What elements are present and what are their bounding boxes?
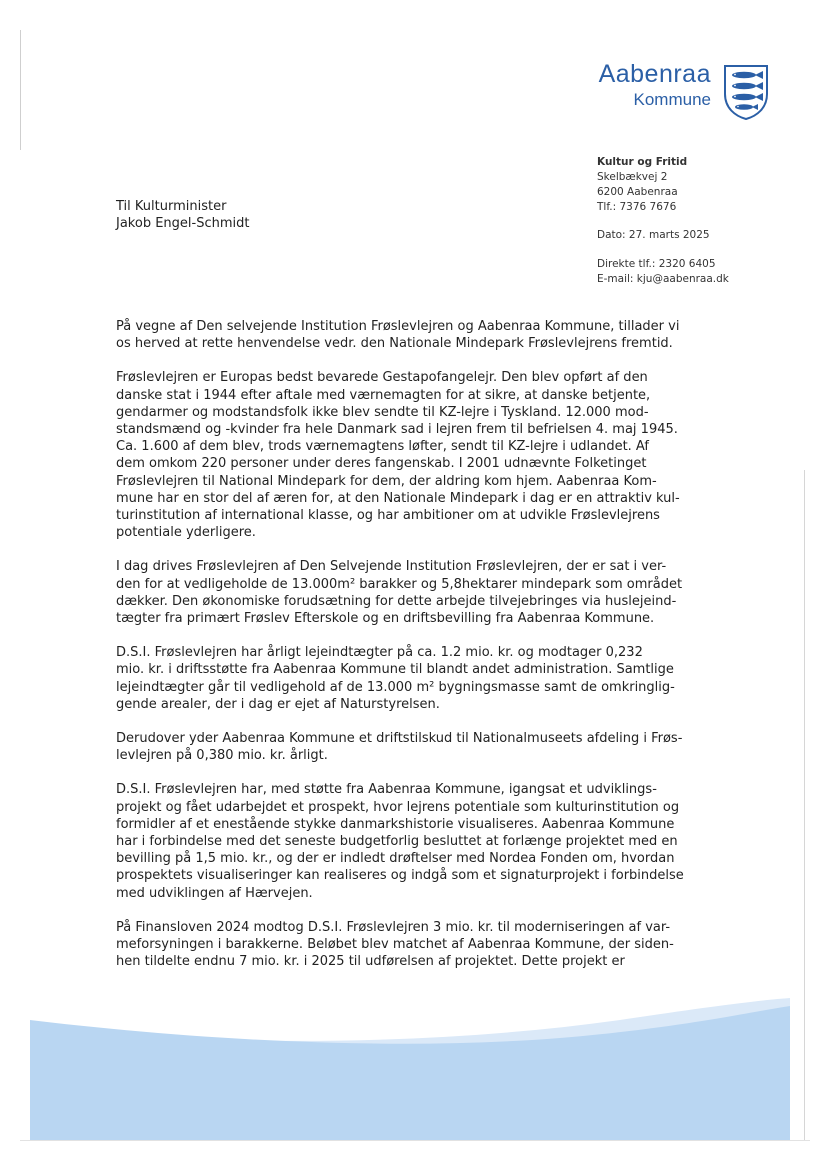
wave-footer-decoration bbox=[0, 990, 827, 1140]
body-paragraph bbox=[116, 369, 726, 541]
paragraph-line: dækker. Den økonomiske forudsætning for dette arbejde tilvejebringes via huslejeind- bbox=[116, 593, 677, 609]
paragraph-line: projekt og fået udarbejdet et prospekt, hvor lejrens potentiale som kulturinstitution og bbox=[116, 799, 680, 815]
recipient-name: Jakob Engel-Schmidt bbox=[116, 216, 250, 231]
email: E-mail: kju@aabenraa.dk bbox=[597, 273, 729, 285]
direct-phone: Direkte tlf.: 2320 6405 bbox=[597, 258, 716, 270]
scan-edge-bottom bbox=[20, 1140, 810, 1141]
paragraph-line: meforsyningen i barakkerne. Beløbet blev matchet af Aabenraa Kommune, der siden- bbox=[116, 937, 674, 953]
letter-date: Dato: 27. marts 2025 bbox=[597, 229, 710, 241]
sender-block bbox=[597, 155, 797, 287]
recipient-block bbox=[116, 198, 249, 232]
paragraph-line: levlejren på 0,380 mio. kr. årligt. bbox=[116, 748, 328, 764]
paragraph-line: tægter fra primært Frøslev Efterskole og en driftsbevilling fra Aabenraa Kommune. bbox=[116, 611, 655, 627]
fish-shield-icon bbox=[723, 64, 769, 120]
paragraph-line: den for at vedligeholde de 13.000m² barakker og 5,8hektarer mindepark som området bbox=[116, 576, 683, 592]
sender-unit: Kultur og Fritid bbox=[597, 156, 688, 168]
paragraph-line: gende arealer, der i dag er ejet af Naturstyrelsen. bbox=[116, 696, 440, 712]
sender-street: Skelbækvej 2 bbox=[597, 171, 668, 183]
sender-city: 6200 Aabenraa bbox=[597, 186, 678, 198]
paragraph-line: danske stat i 1944 efter aftale med værnemagten for at sikre, at danske betjente, bbox=[116, 387, 651, 403]
body-paragraph bbox=[116, 730, 726, 764]
paragraph-line: Frøslevlejren er Europas bedst bevarede Gestapofangelejr. Den blev opført af den bbox=[116, 370, 648, 386]
paragraph-line: mune har en stor del af æren for, at den Nationale Mindepark i dag er en attraktiv kul- bbox=[116, 490, 680, 506]
paragraph-line: formidler af et enestående stykke danmarkshistorie visualiseres. Aabenraa Kommune bbox=[116, 816, 675, 832]
paragraph-line: Derudover yder Aabenraa Kommune et driftstilskud til Nationalmuseets afdeling i Frøs- bbox=[116, 731, 683, 747]
paragraph-line: I dag drives Frøslevlejren af Den Selvejende Institution Frøslevlejren, der er sat i ver- bbox=[116, 559, 667, 575]
paragraph-line: D.S.I. Frøslevlejren har årligt lejeindtægter på ca. 1.2 mio. kr. og modtager 0,232 bbox=[116, 645, 643, 661]
body-paragraph bbox=[116, 781, 726, 901]
logo-subtitle: Kommune bbox=[633, 90, 711, 109]
paragraph-line: lejeindtægter går til vedligehold af de 13.000 m² bygningsmasse samt de omkringlig- bbox=[116, 679, 675, 695]
paragraph-line: D.S.I. Frøslevlejren har, med støtte fra Aabenraa Kommune, igangsat et udviklings- bbox=[116, 782, 657, 798]
paragraph-line: dem omkom 220 personer under deres fangenskab. I 2001 udnævnte Folketinget bbox=[116, 456, 647, 472]
letter-body bbox=[116, 318, 726, 988]
paragraph-line: turinstitution af international klasse, og har ambitioner om at udvikle Frøslevlejrens bbox=[116, 508, 660, 524]
body-paragraph bbox=[116, 318, 726, 352]
logo-name: Aabenraa bbox=[598, 60, 711, 88]
paragraph-line: med udviklingen af Hærvejen. bbox=[116, 885, 313, 901]
paragraph-line: bevilling på 1,5 mio. kr., og der er indledt drøftelser med Nordea Fonden om, hvordan bbox=[116, 851, 675, 867]
scan-edge-left bbox=[20, 30, 21, 150]
paragraph-line: standsmænd og -kvinder fra hele Danmark sad i lejren frem til befrielsen 4. maj 1945. bbox=[116, 422, 678, 438]
body-paragraph bbox=[116, 644, 726, 713]
sender-phone: Tlf.: 7376 7676 bbox=[597, 201, 677, 213]
body-paragraph bbox=[116, 558, 726, 627]
paragraph-line: har i forbindelse med det seneste budgetforlig besluttet at forlænge projektet med en bbox=[116, 834, 678, 850]
paragraph-line: os herved at rette henvendelse vedr. den Nationale Mindepark Frøslevlejrens fremtid. bbox=[116, 336, 673, 352]
recipient-title: Til Kulturminister bbox=[116, 199, 227, 214]
paragraph-line: hen tildelte endnu 7 mio. kr. i 2025 til udførelsen af projektet. Dette projekt er bbox=[116, 954, 625, 970]
municipality-logo bbox=[588, 60, 773, 126]
paragraph-line: Ca. 1.600 af dem blev, trods værnemagtens løfter, sendt til KZ-lejre i udlandet. Af bbox=[116, 439, 649, 455]
paragraph-line: prospektets visualiseringer kan realiseres og indgå som et signaturprojekt i forbindelse bbox=[116, 868, 684, 884]
body-paragraph bbox=[116, 919, 726, 971]
paragraph-line: potentiale yderligere. bbox=[116, 525, 256, 541]
paragraph-line: mio. kr. i driftsstøtte fra Aabenraa Kommune til blandt andet administration. Samtlige bbox=[116, 662, 674, 678]
paragraph-line: På vegne af Den selvejende Institution Frøslevlejren og Aabenraa Kommune, tillader vi bbox=[116, 319, 680, 334]
paragraph-line: gendarmer og modstandsfolk ikke blev sendte til KZ-lejre i Tyskland. 12.000 mod- bbox=[116, 404, 649, 420]
paragraph-line: På Finansloven 2024 modtog D.S.I. Frøslevlejren 3 mio. kr. til moderniseringen af var- bbox=[116, 919, 671, 935]
paragraph-line: Frøslevlejren til National Mindepark for dem, der aldring kom hjem. Aabenraa Kom- bbox=[116, 473, 657, 489]
